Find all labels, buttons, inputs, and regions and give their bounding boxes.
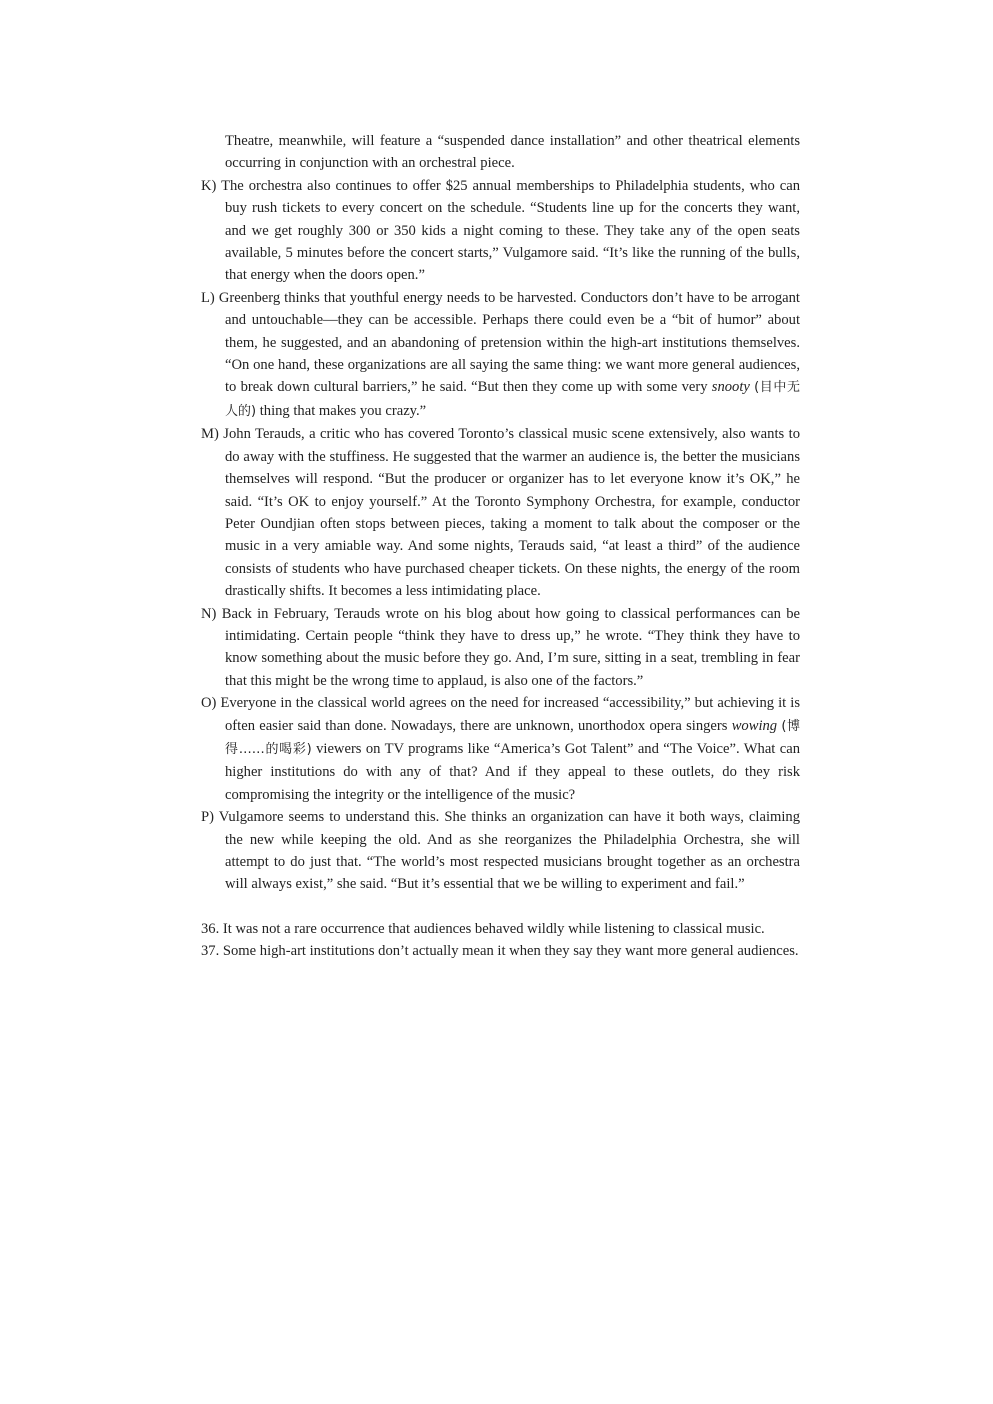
paragraph-p [201, 806, 800, 896]
paragraph-label: O) [201, 695, 217, 712]
glossed-word: wowing [731, 717, 778, 734]
paragraph-k [201, 175, 800, 287]
paragraph-m [201, 423, 800, 602]
document-page [201, 130, 800, 963]
paragraph-text: The orchestra also continues to offer $25 annual memberships to Philadelphia students, who can buy rush tickets to every concert on the schedule. “Students line up for the concerts they want, and we get roughly 300 or 350 kids a night coming to these. They take any of the open seats available, 5 minutes before the concert starts,” Vulgamore said. “It’s like the running of the bulls, that energy when the doors open.” [221, 177, 800, 284]
paragraph-text: John Terauds, a critic who has covered Toronto’s classical music scene extensively, also wants to do away with the stuffiness. He suggested that the warmer an audience is, the better the musicians themselves will respond. “But the producer or organizer has to let everyone know it’s OK,” he said. “It’s OK to enjoy yourself.” At the Toronto Symphony Orchestra, for example, conductor Peter Oundjian often stops between pieces, taking a moment to talk about the composer or the music in a very amiable way. And some nights, Terauds said, “at least a third” of the audience consists of students who have purchased cheaper tickets. On these nights, the energy of the room drastically shifts. It becomes a less intimidating place. [223, 426, 800, 600]
section-spacer [201, 896, 800, 918]
chinese-gloss: (目中无人的) [225, 380, 800, 419]
question-37: 37. Some high-art institutions don’t actually mean it when they say they want more general audiences. [201, 943, 799, 960]
chinese-gloss: (博得……的喝彩) [225, 718, 800, 757]
paragraph-text: viewers on TV programs like “America’s Got Talent” and “The Voice”. What can higher institutions do with any of that? And if they appeal to these outlets, do they risk compromising the integrity or the intelligence of the music? [225, 740, 800, 803]
paragraph-label: N) [201, 605, 217, 622]
paragraph-text: Greenberg thinks that youthful energy needs to be harvested. Conductors don’t have to be arrogant and untouchable—they can be accessible. Perhaps there could even be a “bit of humor” about them, he suggested, and an abandoning of pretension within the high-art institutions themselves. “On one hand, these organizations are all saying the same thing: we want more general audiences, to break down cultural barriers,” he said. “But then they come up with some very [218, 289, 800, 396]
glossed-word: snooty [711, 379, 750, 396]
paragraph-n [201, 603, 800, 693]
paragraph-l [201, 287, 800, 423]
paragraph-text: Vulgamore seems to understand this. She thinks an organization can have it both ways, claiming the new while keeping the old. And as she reorganizes the Philadelphia Orchestra, she will attempt to do just that. “The world’s most respected musicians brought together as an orchestra will always exist,” she said. “But it’s essential that we be willing to experiment and fail.” [218, 809, 800, 893]
question-36: 36. It was not a rare occurrence that audiences behaved wildly while listening to classical music. [201, 920, 765, 937]
paragraph-text: thing that makes you crazy.” [256, 402, 427, 419]
paragraph-text: Back in February, Terauds wrote on his blog about how going to classical performances can be intimidating. Certain people “think they have to dress up,” he wrote. “They think they have to know something about the music before they go. And, I’m sure, sitting in a seat, trembling in fear that this might be the wrong time to applaud, is also one of the factors.” [221, 605, 800, 689]
paragraph-label: M) [201, 426, 219, 443]
paragraph-o [201, 692, 800, 806]
paragraph-text: Everyone in the classical world agrees on the need for increased “accessibility,” but achieving it is often easier said than done. Nowadays, there are unknown, unorthodox opera singers [220, 695, 800, 734]
paragraph-label: L) [201, 289, 215, 306]
paragraph-label: K) [201, 177, 217, 194]
paragraph-label: P) [201, 809, 214, 826]
passage-continuation: Theatre, meanwhile, will feature a “suspended dance installation” and other theatrical elements occurring in conjunction with an orchestral piece. [225, 133, 800, 172]
